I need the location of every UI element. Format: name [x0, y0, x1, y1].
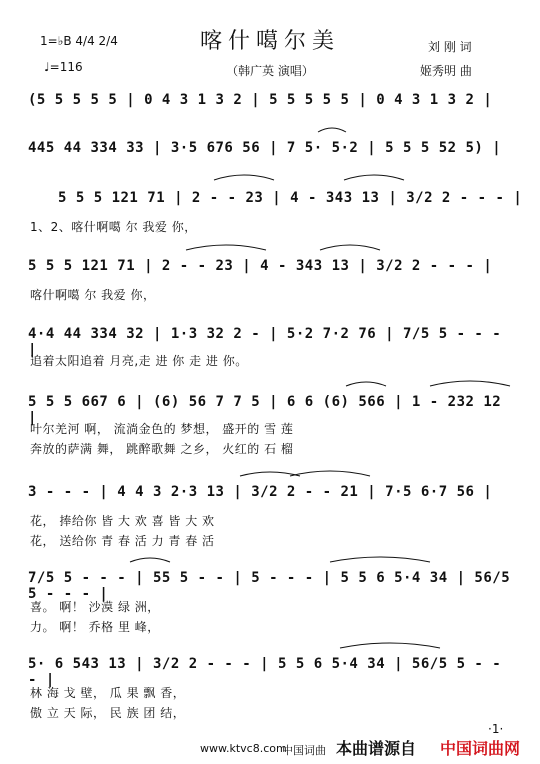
site-name: 中国词曲 [282, 744, 326, 757]
notation-row: 3 - - - | 4 4 3 2·3 13 | 3/2 2 - - 21 | 7·5 6·7 56 | [28, 484, 493, 500]
lyric-line: 力。 啊！ 乔格 里 峰， [30, 620, 160, 634]
lyric-line: 花， 送给你 青 春 活 力 青 春 活 [30, 534, 215, 548]
lyric-line: 1、2、喀什啊噶 尔 我爱 你， [30, 220, 197, 234]
site-url: www.ktvc8.com [200, 742, 287, 755]
source-label: 本曲谱源自 [336, 739, 417, 758]
notation-row: 445 44 334 33 | 3·5 676 56 | 7 5· 5·2 | 5 5 5 52 5) | [28, 140, 502, 156]
notation-row: 5 5 5 667 6 | (6) 56 7 7 5 | 6 6 (6) 566 | 1 - 232 12 | [28, 394, 502, 426]
lyric-line: 喜。 啊！ 沙漠 绿 洲， [30, 600, 160, 614]
lyricist-credit: 刘 刚 词 [428, 40, 472, 54]
lyric-line: 追着太阳追着 月亮,走 进 你 走 进 你。 [30, 354, 248, 368]
notation-row: 5 5 5 121 71 | 2 - - 23 | 4 - 343 13 | 3/2 2 - - - | [28, 258, 493, 274]
lyric-line: 叶尔羌河 啊， 流淌金色的 梦想， 盛开的 雪 莲 [30, 422, 294, 436]
notation-row: 5 5 5 121 71 | 2 - - 23 | 4 - 343 13 | 3/2 2 - - - | [58, 190, 523, 206]
notation-row: 5· 6 543 13 | 3/2 2 - - - | 5 5 6 5·4 34 | 56/5 5 - - - | [28, 656, 502, 688]
lyric-line: 林 海 戈 壁， 瓜 果 飘 香， [30, 686, 186, 700]
song-title: 喀什噶尔美 [199, 29, 340, 54]
singer-credit: （韩广英 演唱） [226, 64, 314, 78]
lyric-line: 奔放的萨满 舞， 跳醉歌舞 之乡， 火红的 石 榴 [30, 442, 294, 456]
lyric-line: 花， 捧给你 皆 大 欢 喜 皆 大 欢 [30, 514, 215, 528]
lyric-line: 傲 立 天 际， 民 族 团 结， [30, 706, 186, 720]
page-number: ·1· [488, 722, 504, 736]
composer-credit: 姬秀明 曲 [420, 64, 472, 78]
notation-row: 4·4 44 334 32 | 1·3 32 2 - | 5·2 7·2 76 | 7/5 5 - - - | [28, 326, 502, 358]
key-signature: 1=♭B 4/4 2/4 [40, 34, 118, 48]
tempo-marking: ♩=116 [44, 60, 83, 74]
notation-row: 7/5 5 - - - | 55 5 - - | 5 - - - | 5 5 6 5·4 34 | 56/5 5 - - - | [28, 570, 511, 602]
brand-logo: 中国词曲网 [440, 739, 521, 758]
lyric-line: 喀什啊噶 尔 我爱 你， [30, 288, 156, 302]
notation-row: (5 5 5 5 5 | 0 4 3 1 3 2 | 5 5 5 5 5 | 0 4 3 1 3 2 | [28, 92, 493, 108]
